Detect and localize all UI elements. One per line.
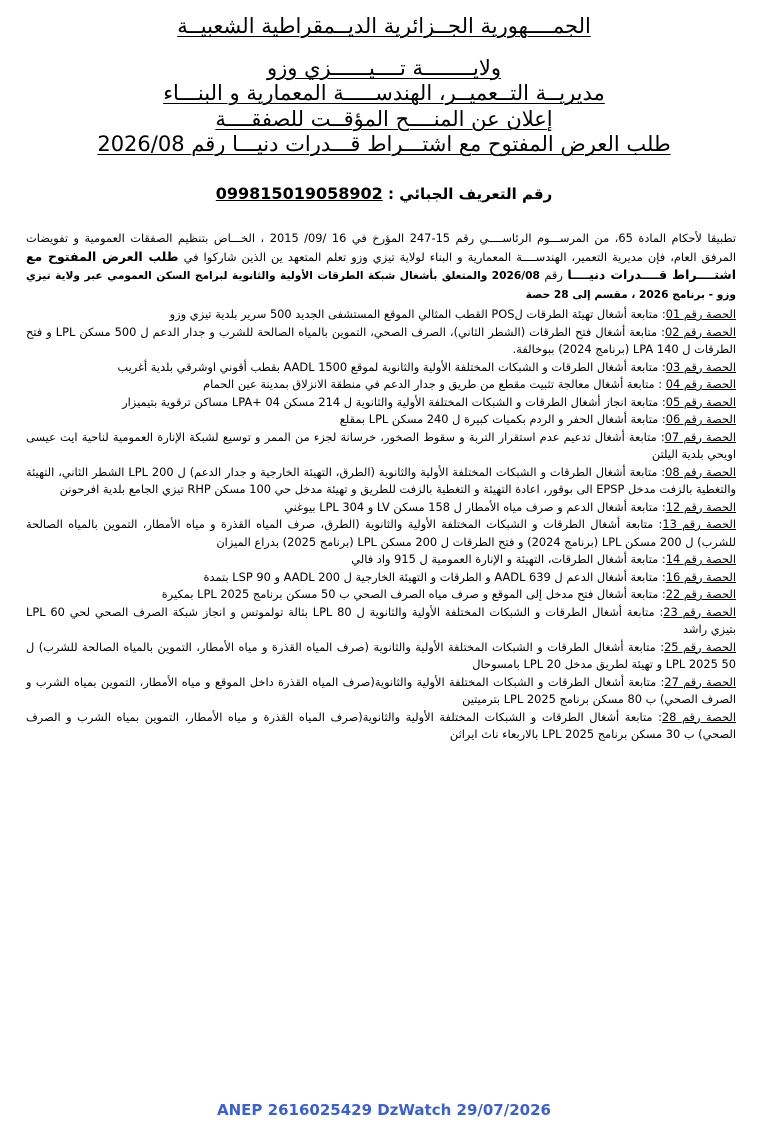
lot-label: الحصة رقم 03 [665,359,736,374]
lot-item [26,551,736,569]
intro-text-1: تطبيقا لأحكام المادة 65، من المرســـوم الرئاســــي رقم 15-247 المؤرخ في 16 /09/ 2015 ، الخـــاص بتنظيم الصفقات العمومية و تفويضات المرفق العام، فإن مديرية التعمير، الهندســــة المعمارية و البناء لولاية تيزي وزو تعلم المتعهد ين الذين شاركوا في [26,231,737,264]
lot-item [26,604,736,639]
lot-label: الحصة رقم 25 [664,639,736,654]
lot-label: الحصة رقم 12 [665,499,736,514]
lot-item [26,376,736,394]
lot-text: : متابعة أشغال الطرقات و الشبكات المختلفة الأولية والثانوية(صرف المياه القذرة داخل الموقع و مياه الأمطار، التموين بمياه الشرب و الصرف الصحي) ب 80 مسكن برنامج LPL 2025 بترميتين [26,674,736,706]
lot-item [26,586,736,604]
lot-label: الحصة رقم 22 [665,587,736,601]
lot-text: : متابعة أشغال تدعيم عدم استقرار التربة و سقوط الصخور، خرسانة لجزء من الممر و توسيع لشبكة الإنارة العمومية لناحية ايت عيسى اويحي بلدية اليلتن [26,429,736,461]
lot-text: : متابعة أشغال تهيئة الطرقات لPOS القطب المثالي الموقع المستشفى الجديد 500 سرير بلدية تيزي وزو [169,307,666,321]
request-text: طلب العرض المفتوح مع اشتـــراط قـــدرات دنيـــا رقم [191,132,671,157]
fiscal-id-number: 099815019058902 [215,184,383,203]
lot-label: الحصة رقم 02 [664,324,736,339]
intro-paragraph [26,230,736,304]
lot-item [26,394,736,412]
lot-label: الحصة رقم 08 [665,464,736,479]
lot-text: : متابعة أشغال الدعم و صرف مياه الأمطار ل 158 مسكن LV و 304 LPL بيوغني [284,499,666,514]
republic-title: الجمــــهورية الجــزائرية الديــمقراطية الشعبيــة [177,14,591,38]
lot-item [26,464,736,499]
lot-item [26,516,736,551]
lot-text: : متابعة أشغال الطرقات، التهيئة و الإنارة العمومية ل 915 واد فالي [351,552,666,566]
lot-text: : متابعة أشغال فتح الطرقات (الشطر الثاني)، الصرف الصحي، التموين بالمياه الصالحة للشرب و جدار الدعم ل 500 مسكن LPL و فتح الطرقات ل 140 LPA (برنامج 2024) ببوخالفة. [26,324,736,356]
lot-item [26,411,736,429]
lot-label: الحصة رقم 07 [664,429,736,444]
lot-label: الحصة رقم 06 [665,412,736,426]
lot-label: الحصة رقم 05 [665,394,736,409]
lot-text: : متابعة أشغال الطرقات و الشبكات المختلفة الأولية والثانوية(صرف المياه القذرة و مياه الأمطار، التموين بمياه الشرب و الصرف الصحي) ب 30 مسكن برنامج LPL 2025 بالاربعاء ناث ايراثن [26,709,736,741]
lot-text: : متابعة أشغال الطرقات و الشبكات المختلفة الأولية والثانوية (الطرق، صرف المياه القذرة و مياه الأمطار، التموين بالمياه الصالحة للشرب) ل 200 مسكن LPL (برنامج 2024) و فتح الطرقات ل 200 مسكن LPL (برنامج 2025) بدراع الميزان [26,517,736,549]
notice-body [26,230,736,744]
lot-text: : متابعة أشغال معالجة تثبيت مقطع من طريق و جدار الدعم في منطقة الانزلاق بمدينة عين الحمام [203,377,666,391]
lot-item [26,674,736,709]
lot-item [26,429,736,464]
lot-text: : متابعة أشغال الحفر و الردم بكميات كبيرة ل 240 مسكن LPL بمقلع [339,412,666,426]
lot-label: الحصة رقم 28 [661,709,737,724]
lot-label: الحصة رقم 16 [665,569,736,584]
lot-label: الحصة رقم 01 [665,307,736,321]
lot-item [26,324,736,359]
lot-label: الحصة رقم 27 [664,674,736,689]
lot-item [26,306,736,324]
lot-text: : متابعة أشغال الطرقات و الشبكات المختلفة الأولية والثانوية لموقع 1500 AADL بقطب أقوني اوشرقي بلدية أغريب [117,359,666,374]
lot-label: الحصة رقم 23 [663,604,736,619]
request-title [40,132,728,158]
lot-item [26,569,736,587]
intro-bold-2: 2026/08 والمتعلق بأشغال شبكة الطرقات الأولية والثانوية لبرامج السكن العمومي عبر ولاية تيزي وزو - برنامج 2026 ، مقسم إلى 28 حصة [26,270,736,301]
directorate-title: مديريــة التــعميــر، الهندســـــة المعمارية و البنـــاء [163,81,605,106]
lot-text: : متابعة أشغال الطرقات و الشبكات المختلفة الأولية والثانوية (صرف المياه القذرة و مياه الأمطار، التموين بالمياه الصالحة للشرب) ل 50 LPL 2025 و تهيئة لطريق مدخل 20 LPL بامسوحال [26,639,736,671]
wilaya-title: ولايــــــــة تــــيــــــزي وزو [267,55,501,80]
publication-footer: ANEP 2616025429 DzWatch 29/07/2026 [217,1101,551,1119]
lots-list [26,306,736,744]
lot-item [26,639,736,674]
lot-text: : متابعة انجاز أشغال الطرقات و الشبكات المختلفة الأولية والثانوية ل 214 مسكن LPA+ 04 مساكن ترقوية بتيميزار [122,394,666,409]
header-titles [40,14,728,158]
request-number: 2026/08 [97,132,185,157]
lot-item [26,499,736,517]
lot-text: : متابعة أشغال فتح مدخل إلى الموقع و صرف مياه الصرف الصحي ب 50 مسكن برنامج 2025 LPL بمكيرة [161,587,666,601]
notice-title: إعلان عن المنــــح المؤقــت للصفقــــة [215,106,553,131]
fiscal-id-label: رقم التعريف الجبائي : [388,185,553,203]
lot-label: الحصة رقم 13 [662,517,736,531]
fiscal-identification [40,184,728,203]
lot-label: الحصة رقم 04 [665,377,736,391]
lot-text: : متابعة أشغال الطرقات و الشبكات المختلفة الأولية والثانوية ل 80 LPL بثالة تولموتس و انجاز شبكة الصرف الصحي لحي 60 LPL بتيزي راشد [26,604,736,636]
lot-text: : متابعة أشغال الدعم ل 639 AADL و الطرقات و التهيئة الخارجية ل 200 AADL و 90 LSP بتمدة [203,569,666,584]
lot-label: الحصة رقم 14 [665,552,736,566]
lot-item [26,709,736,744]
lot-text: : متابعة أشغال الطرقات و الشبكات المختلفة الأولية والثانوية (الطرق، التهيئة الخارجية و جدار الدعم) ل 200 LPL الشطر الثاني، التهيئة والتغطية بالزفت مدخل EPSP الى بوقور، اعادة التهيئة و التغطية بالزفت للطريق و تهيئة مدخل حي 100 مسكن RHP تيزي الجامع بلدية افرحونن [26,464,736,496]
intro-bold-1: طلب العرض المفتوح مع اشتــــراط قــــدرات دنيــــا [26,248,736,282]
lot-item [26,359,736,377]
intro-text-2: رقم [544,268,563,282]
